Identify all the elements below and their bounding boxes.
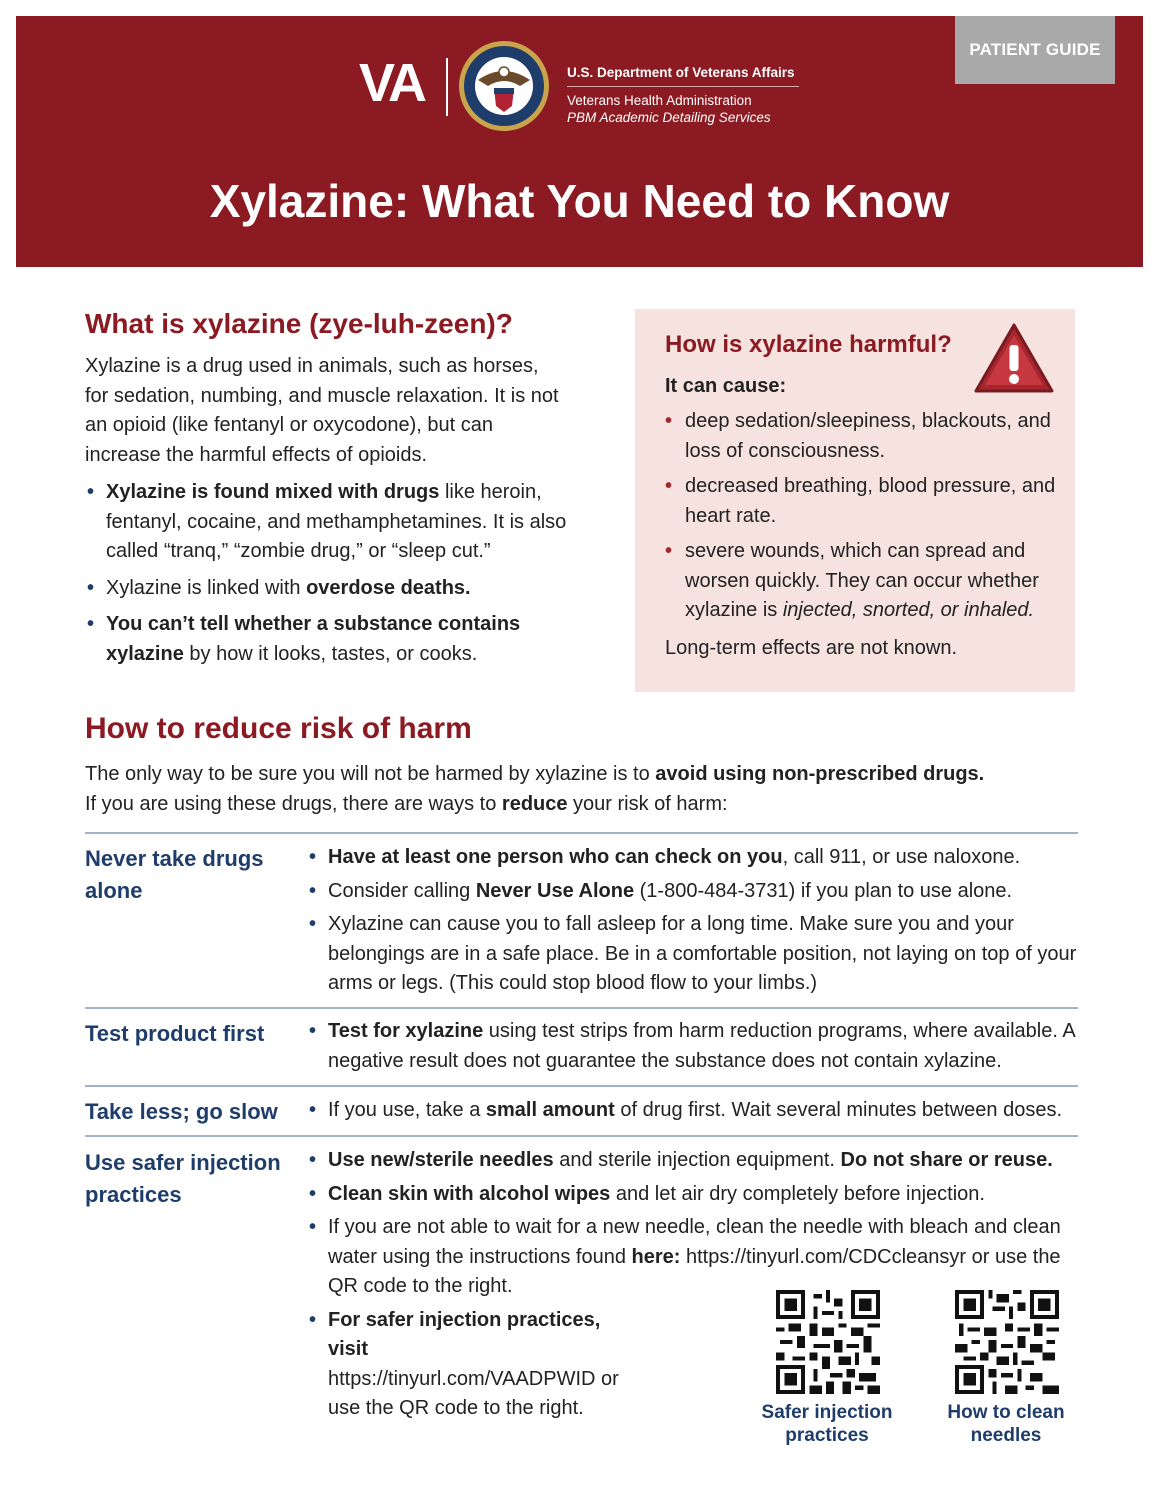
tips-never-alone <box>307 843 1087 1003</box>
harm-subheading: It can cause: <box>665 375 787 397</box>
harm-footer: Long-term effects are not known. <box>665 637 958 659</box>
qr-caption: Safer injection practices <box>761 1402 893 1446</box>
patient-guide-tag: PATIENT GUIDE <box>955 16 1115 84</box>
va-logo: VA <box>359 53 425 113</box>
section-divider <box>85 1007 1078 1009</box>
header-banner <box>16 16 1143 267</box>
warning-triangle-icon <box>973 321 1055 395</box>
harm-item: • severe wounds, which can spread and worsen quickly. They can occur whether xylazine is injected, snorted, or inhaled. <box>665 537 1065 626</box>
row-label-test-product: Test product first <box>85 1021 265 1046</box>
harm-list <box>665 407 1065 632</box>
tip-item: • Use new/sterile needles and sterile injection equipment. Do not share or reuse. <box>307 1146 1077 1176</box>
tips-test-product <box>307 1017 1087 1080</box>
what-heading: What is xylazine (zye-luh-zeen)? <box>85 308 513 339</box>
qr-code-icon[interactable] <box>955 1290 1059 1394</box>
tip-item: • Consider calling Never Use Alone (1-800-484-3731) if you plan to use alone. <box>307 877 1087 907</box>
harm-callout-box <box>635 309 1075 692</box>
section-divider <box>85 1085 1078 1087</box>
row-label-never-alone: Never take drugs alone <box>85 846 264 903</box>
qr-caption: How to clean needles <box>947 1402 1065 1446</box>
tip-item: • For safer injection practices, visit https://tinyurl.com/VAADPWID or use the QR code to the right. <box>307 1306 637 1424</box>
tip-item: • Clean skin with alcohol wipes and let air dry completely before injection. <box>307 1180 1077 1210</box>
qr-code-icon[interactable] <box>776 1290 880 1394</box>
what-bullet-list <box>85 478 590 676</box>
row-label-safer-injection: Use safer injection practices <box>85 1150 281 1207</box>
row-label-take-less: Take less; go slow <box>85 1099 278 1124</box>
section-divider <box>85 1135 1078 1137</box>
what-bullet: • Xylazine is found mixed with drugs like heroin, fentanyl, cocaine, and methamphetamines. It is also called “tranq,” “zombie drug,” or “sleep cut.” <box>85 478 590 567</box>
tip-item: • Test for xylazine using test strips from harm reduction programs, where available. A negative result does not guarantee the substance does not contain xylazine. <box>307 1017 1087 1076</box>
what-bullet: • Xylazine is linked with overdose deaths. <box>85 574 590 604</box>
department-name: U.S. Department of Veterans Affairs <box>567 65 795 80</box>
what-bullet: • You can’t tell whether a substance contains xylazine by how it looks, tastes, or cooks. <box>85 610 590 669</box>
harm-item: • decreased breathing, blood pressure, and heart rate. <box>665 472 1065 531</box>
tips-take-less <box>307 1096 1087 1130</box>
reduce-intro: The only way to be sure you will not be harmed by xylazine is to avoid using non-prescribed drugs. If you are using these drugs, there are ways to reduce your risk of harm: <box>85 763 985 815</box>
va-seal-icon <box>458 40 550 132</box>
harm-heading: How is xylazine harmful? <box>665 331 952 358</box>
section-divider <box>85 832 1078 834</box>
document-title: Xylazine: What You Need to Know <box>209 175 950 227</box>
logo-divider <box>446 58 448 116</box>
tip-item: • If you use, take a small amount of drug first. Wait several minutes between doses. <box>307 1096 1087 1126</box>
tip-item: • Have at least one person who can check on you, call 911, or use naloxone. <box>307 843 1087 873</box>
what-intro: Xylazine is a drug used in animals, such as horses, for sedation, numbing, and muscle relaxation. It is not an opioid (like fentanyl or oxycodone), but can increase the harmful effects of opioids. <box>85 355 559 466</box>
tip-item: • If you are not able to wait for a new needle, clean the needle with bleach and clean water using the instructions found here: https://tinyurl.com/CDCcleansyr or use the QR code to the right. <box>307 1213 1077 1302</box>
office-name: PBM Academic Detailing Services <box>567 110 771 125</box>
harm-item: • deep sedation/sleepiness, blackouts, and loss of consciousness. <box>665 407 1065 466</box>
administration-name: Veterans Health Administration <box>567 93 752 108</box>
reduce-heading: How to reduce risk of harm <box>85 712 472 745</box>
tip-item: • Xylazine can cause you to fall asleep for a long time. Make sure you and your belongings are in a safe place. Be in a comfortable position, not laying on top of your arms or legs. (This could stop blood flow to your limbs.) <box>307 910 1087 999</box>
department-rule <box>567 86 799 87</box>
